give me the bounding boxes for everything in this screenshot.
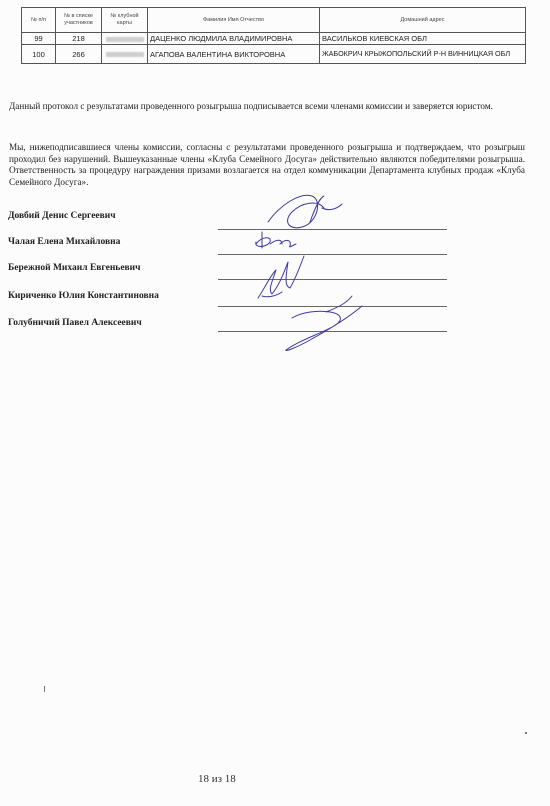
signer-name: Чалая Елена Михайловна [8, 237, 121, 247]
table-header-row [22, 8, 526, 33]
cell-num: 99 [22, 33, 56, 45]
cell-name: АГАПОВА ВАЛЕНТИНА ВИКТОРОВНА [148, 45, 320, 64]
cell-name: ДАЦЕНКО ЛЮДМИЛА ВЛАДИМИРОВНА [148, 33, 320, 45]
signature-1 [268, 195, 342, 228]
signer-name: Кириченко Юлия Константиновна [8, 291, 159, 301]
signature-2 [256, 232, 296, 248]
protocol-paragraph: Данный протокол с результатами проведенного розыгрыша подписывается всеми членами комиссии и заверяется юристом. [9, 101, 493, 111]
winners-table [21, 7, 526, 64]
scan-mark [44, 686, 45, 692]
signature-line [218, 229, 447, 230]
cell-card-no-redacted [102, 33, 148, 45]
cell-address: ЖАБОКРИЧ КРЫЖОПОЛЬСКИЙ Р-Н ВИННИЦКАЯ ОБЛ [320, 45, 526, 64]
confirmation-paragraph: Мы, нижеподписавшиеся члены комиссии, согласны с результатами проведенного розыгрыша и подтверждаем, что розыгрыш проходил без нарушений. Вышеуказанные члены «Клуба Семейного Досуга» действительно являются победителями розыгрыша. Ответственность за процедуру награждения призами возлагается на отдел коммуникации Департамента клубных продаж «Клуба Семейного Досуга». [9, 142, 525, 187]
header-address: Домашний адрес [320, 8, 526, 33]
signer-name: Довбий Денис Сергеевич [8, 211, 116, 221]
cell-address: ВАСИЛЬКОВ КИЕВСКАЯ ОБЛ [320, 33, 526, 45]
header-name: Фамилия Имя Отчество [148, 8, 320, 33]
signature-4 [286, 296, 362, 351]
signature-3 [258, 256, 304, 298]
cell-list-no: 266 [56, 45, 102, 64]
cell-list-no: 218 [56, 33, 102, 45]
table-row [22, 45, 526, 64]
signature-line [218, 254, 447, 255]
signature-line [218, 331, 447, 332]
signer-name: Бережной Михаил Евгеньевич [8, 263, 141, 273]
scan-mark [525, 732, 527, 734]
page-number: 18 из 18 [198, 773, 236, 785]
signature-line [218, 306, 447, 307]
cell-num: 100 [22, 45, 56, 64]
header-list-no: № в списке участников [56, 8, 102, 33]
table-row [22, 33, 526, 45]
cell-card-no-redacted [102, 45, 148, 64]
signature-line [218, 279, 447, 280]
header-card-no: № клубной карты [102, 8, 148, 33]
redaction-mark [106, 52, 144, 57]
signer-name: Голубничий Павел Алексеевич [8, 318, 142, 328]
redaction-mark [106, 37, 144, 42]
header-num: № п/п [22, 8, 56, 33]
